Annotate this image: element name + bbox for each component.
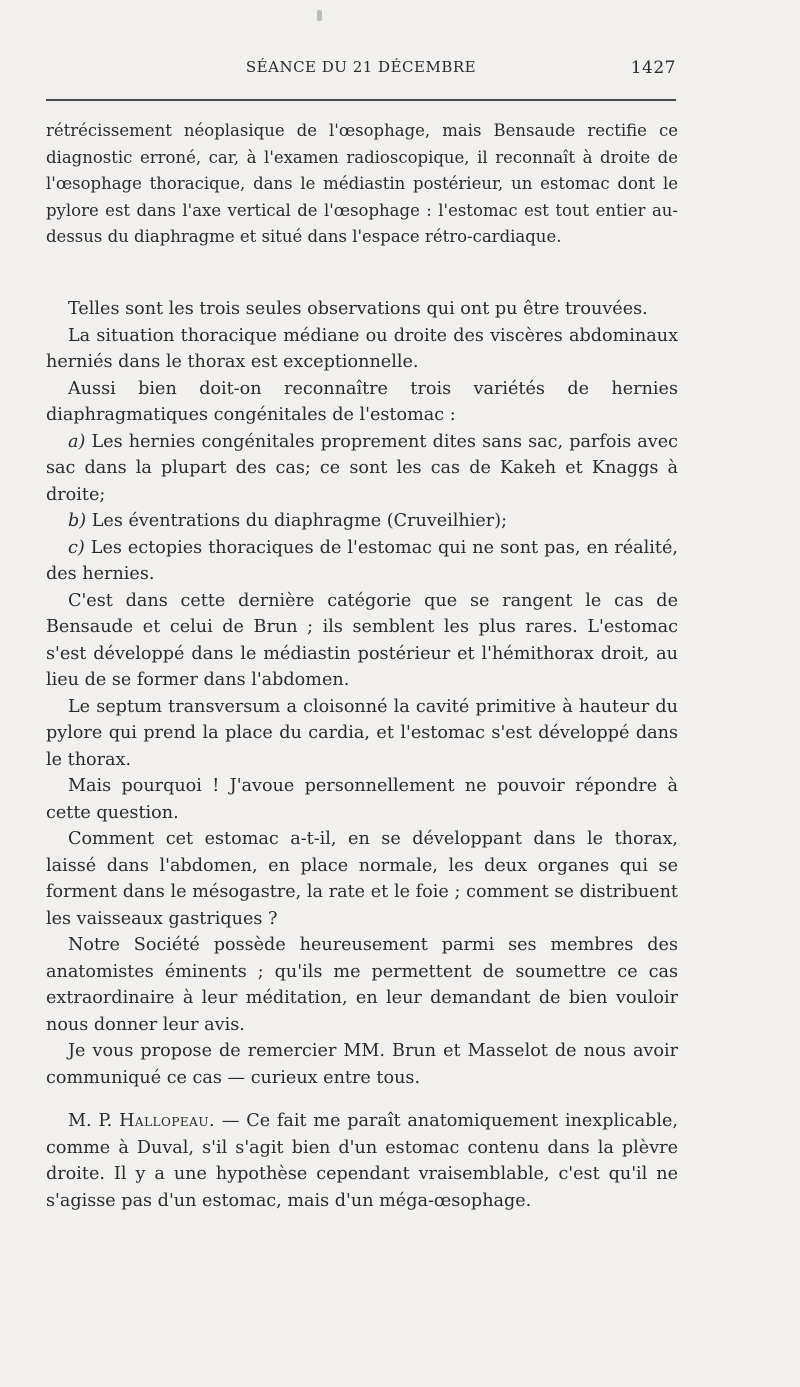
- speaker-name: Hallopeau.: [119, 1111, 216, 1131]
- list-item: [46, 508, 678, 535]
- discussion-paragraph: [46, 1108, 678, 1214]
- intro-text: rétrécissement néoplasique de l'œsophage, mais Bensaude rectifie ce diagnostic erroné, car, à l'examen radioscopique, il reconnaît à droite de l'œsophage thoracique, dans le médiastin postérieur, un estomac dont le pylore est dans l'axe vertical de l'œsophage : l'estomac est tout entier au-dessus du diaphragme et situé dans l'espace rétro-cardiaque.: [46, 121, 678, 246]
- main-text: [46, 296, 678, 1091]
- page-number: 1427: [630, 58, 676, 78]
- speaker-prefix: M. P.: [68, 1111, 113, 1131]
- paragraph: Le septum transversum a cloisonné la cavité primitive à hauteur du pylore qui prend la place du cardia, et l'estomac s'est développé dans le thorax.: [46, 696, 678, 770]
- paragraph: Aussi bien doit-on reconnaître trois variétés de hernies diaphragmatiques congénitales de l'estomac :: [46, 378, 678, 425]
- header-rule: [46, 99, 676, 101]
- list-item: [46, 429, 678, 509]
- ink-speck: [317, 10, 322, 21]
- list-item-text: Les ectopies thoraciques de l'estomac qui ne sont pas, en réalité, des hernies.: [46, 537, 678, 584]
- list-marker: b): [68, 511, 87, 531]
- list-marker: a): [68, 431, 86, 452]
- discussion-text: [46, 1108, 678, 1214]
- list-item: [46, 535, 678, 588]
- paragraph: C'est dans cette dernière catégorie que se rangent le cas de Bensaude et celui de Brun ; ils semblent les plus rares. L'estomac s'est développé dans le médiastin postérieur et l'hémithorax droit, au lieu de se former dans l'abdomen.: [46, 590, 678, 690]
- discussion-body: — Ce fait me paraît anatomiquement inexplicable, comme à Duval, s'il s'agit bien d'un estomac contenu dans la plèvre droite. Il y a une hypothèse cependant vraisemblable, c'est qu'il ne s'agisse pas d'un estomac, mais d'un méga-œsophage.: [46, 1111, 679, 1211]
- paragraph: Comment cet estomac a-t-il, en se développant dans le thorax, laissé dans l'abdomen, en place normale, les deux organes qui se forment dans le mésogastre, la rate et le foie ; comment se distribuent les vaisseaux gastriques ?: [46, 829, 678, 929]
- paragraph: Je vous propose de remercier MM. Brun et Masselot de nous avoir communiqué ce cas — curieux entre tous.: [46, 1041, 678, 1088]
- list-marker: c): [68, 537, 85, 558]
- paragraph: Notre Société possède heureusement parmi ses membres des anatomistes éminents ; qu'ils me permettent de soumettre ce cas extraordinaire à leur méditation, en leur demandant de bien vouloir nous donner leur avis.: [46, 935, 678, 1035]
- list-item-text: Les éventrations du diaphragme (Cruveilhier);: [91, 511, 508, 531]
- paragraph: La situation thoracique médiane ou droite des viscères abdominaux herniés dans le thorax est exceptionnelle.: [46, 325, 678, 372]
- running-title: SÉANCE DU 21 DÉCEMBRE: [245, 58, 477, 76]
- page-header: [46, 58, 676, 82]
- list-item-text: Les hernies congénitales proprement dites sans sac, parfois avec sac dans la plupart des cas; ce sont les cas de Kakeh et Knaggs à droite;: [46, 431, 678, 505]
- paragraph: Telles sont les trois seules observations qui ont pu être trouvées.: [68, 299, 648, 319]
- intro-paragraph: [46, 118, 678, 251]
- paragraph: Mais pourquoi ! J'avoue personnellement ne pouvoir répondre à cette question.: [46, 776, 678, 823]
